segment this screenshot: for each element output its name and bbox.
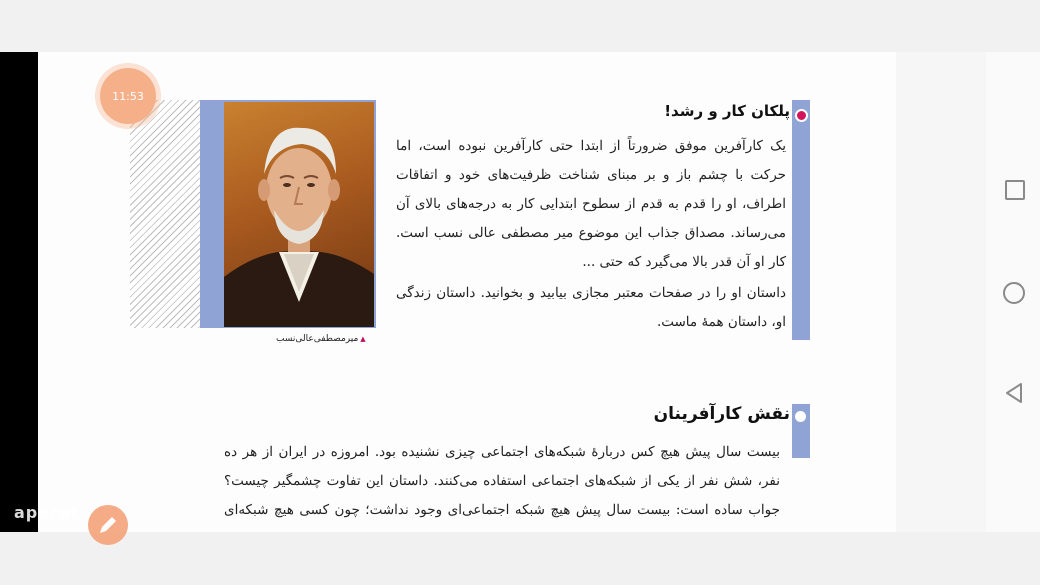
- section1-paragraph-2: داستان او را در صفحات معتبر مجازی بیابید و بخوانید. داستان زندگی او، داستان همهٔ ماست.: [396, 285, 786, 330]
- bottom-area: [0, 532, 1040, 585]
- home-circle-icon[interactable]: [1003, 282, 1025, 304]
- recent-apps-square-icon[interactable]: [1005, 180, 1025, 200]
- section1-heading: پلکان کار و رشد!: [664, 102, 790, 120]
- caption-marker-icon: ▲: [360, 335, 366, 343]
- back-triangle-icon[interactable]: [1004, 382, 1024, 404]
- watermark-text: aparat: [14, 503, 80, 522]
- portrait-caption: ▲میرمصطفی‌عالی‌نسب: [276, 334, 366, 344]
- hatch-decoration: [130, 100, 200, 328]
- section1-paragraph: یک کارآفرین موفق ضرورتاً از ابتدا حتی کارآفرین نبوده است، اما حرکت با چشم باز و بر مبنای شناخت ظرفیت‌های خود و اتفاقات اطراف، او را قدم به قدم از سطوح ابتدایی کار به درجه‌های بالای آن می‌رساند. مصداق جذاب این موضوع میر مصطفی عالی نسب است. کار او آن قدر بالا می‌گیرد که حتی ...: [396, 138, 786, 270]
- section1-bullet-icon: [795, 109, 808, 122]
- clock-badge: 11:53: [100, 68, 156, 124]
- section2-paragraph: بیست سال پیش هیچ کس دربارهٔ شبکه‌های اجتماعی چیزی نشنیده بود. امروزه در ایران از هر ده نفر، شش نفر از یکی از شبکه‌های اجتماعی استفاده می‌کنند. داستان این تفاوت چشمگیر چیست؟ جواب ساده است: بیست سال پیش هیچ شبکه اجتماعی‌ای وجود نداشت؛ چون کسی هیچ شبکه‌ای: [224, 444, 780, 518]
- left-letterbox: [0, 52, 38, 532]
- status-bar-area: [0, 0, 1040, 52]
- portrait-illustration: [224, 102, 374, 327]
- section2-heading: نقش کارآفرینان: [653, 404, 790, 424]
- section1-bar: [792, 100, 810, 340]
- portrait-photo: [224, 102, 374, 327]
- section2-bullet-icon: [795, 411, 806, 422]
- right-gutter: [896, 52, 986, 532]
- pencil-icon: [88, 505, 128, 545]
- edit-fab-button[interactable]: [88, 505, 128, 545]
